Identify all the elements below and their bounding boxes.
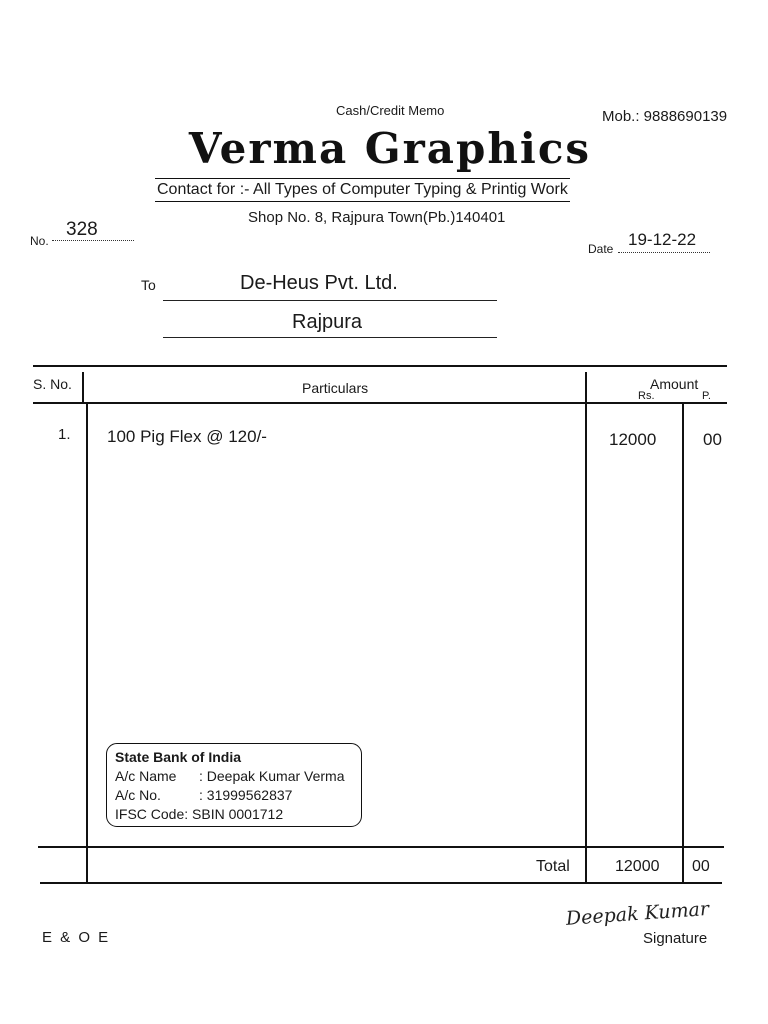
- account-name-label: A/c Name: [115, 768, 177, 784]
- account-number-value: : 31999562837: [199, 787, 293, 803]
- date-label: Date: [588, 242, 614, 256]
- recipient-city: Rajpura: [292, 311, 363, 333]
- header-amount: Amount: [650, 376, 699, 392]
- header-paise: P.: [702, 390, 711, 402]
- row-1-particulars: 100 Pig Flex @ 120/-: [107, 427, 267, 446]
- account-name-row: [115, 767, 353, 786]
- table-header-bottom-border: [33, 402, 727, 404]
- table-bottom-border: [40, 882, 722, 884]
- business-name: Verma Graphics: [188, 124, 592, 173]
- ifsc-value: SBIN 0001712: [192, 806, 284, 822]
- date-dotted-line: [618, 252, 710, 253]
- table-total-top-border: [38, 846, 724, 848]
- recipient-line-2: [163, 337, 497, 338]
- memo-type-label: Cash/Credit Memo: [336, 103, 445, 118]
- account-number-row: [115, 786, 353, 805]
- column-divider-paise: [682, 404, 684, 882]
- total-rupees: 12000: [615, 858, 660, 875]
- header-particulars: Particulars: [302, 380, 369, 396]
- account-name-value: : Deepak Kumar Verma: [199, 768, 345, 784]
- header-sno: S. No.: [33, 376, 72, 392]
- recipient-name: De-Heus Pvt. Ltd.: [240, 272, 398, 294]
- recipient-line-1: [163, 300, 497, 301]
- row-1-sno: 1.: [58, 426, 71, 443]
- table-top-border: [33, 365, 727, 367]
- header-divider-sno: [82, 372, 84, 402]
- signature-text: Deepak Kumar: [565, 897, 710, 930]
- ifsc-label: IFSC Code:: [115, 806, 189, 822]
- handwritten-signature: [562, 893, 734, 933]
- shop-address: Shop No. 8, Rajpura Town(Pb.)140401: [248, 209, 506, 226]
- ifsc-row: [115, 805, 353, 824]
- total-label: Total: [536, 858, 570, 875]
- bank-name: State Bank of India: [115, 749, 242, 765]
- column-divider-amount: [585, 372, 587, 882]
- column-divider-sno: [86, 402, 88, 882]
- memo-number: 328: [66, 219, 98, 240]
- eoe-note: E & O E: [42, 929, 111, 946]
- total-paise: 00: [692, 858, 710, 875]
- contact-line: Contact for :- All Types of Computer Typing & Printig Work: [155, 178, 570, 202]
- signature-label: Signature: [643, 930, 708, 947]
- header-rupees: Rs.: [638, 390, 655, 402]
- memo-number-label: No.: [30, 234, 49, 248]
- row-1-paise: 00: [703, 430, 722, 449]
- to-label: To: [141, 277, 156, 293]
- bank-details-box: [106, 743, 362, 827]
- memo-date: 19-12-22: [628, 230, 697, 249]
- account-number-label: A/c No.: [115, 787, 161, 803]
- row-1-rupees: 12000: [609, 430, 657, 449]
- mobile-number: Mob.: 9888690139: [602, 108, 728, 125]
